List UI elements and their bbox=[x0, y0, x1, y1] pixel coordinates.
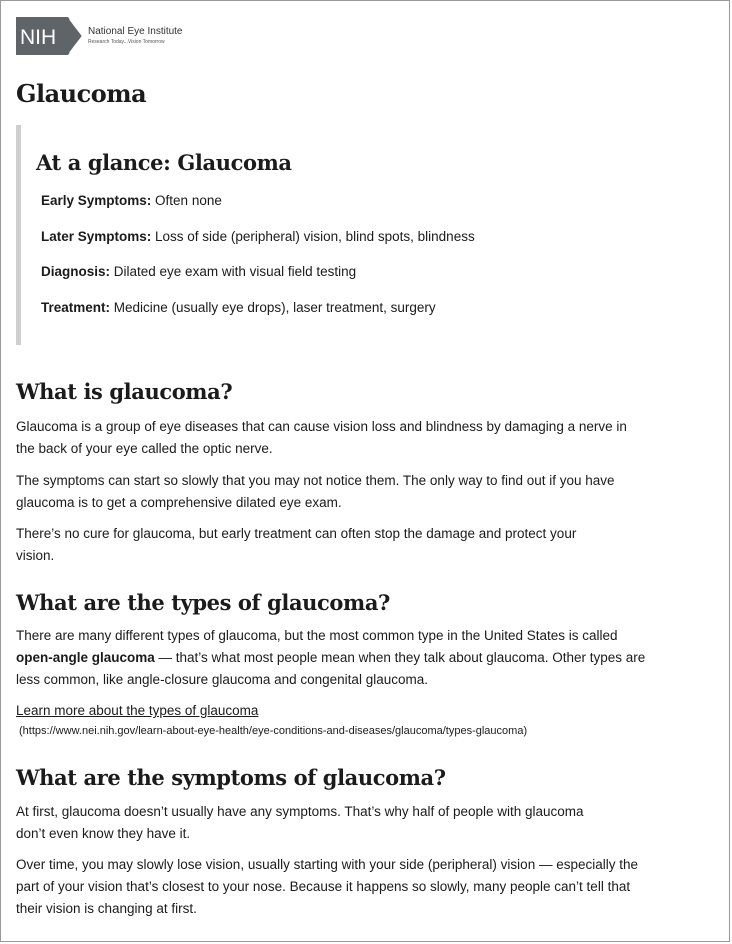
logo-text: NIH bbox=[20, 26, 57, 49]
types-paragraph: There are many different types of glaucoma, but the most common type in the United States is called open-angle glaucoma — that’s what most people mean when they talk about glaucoma. Other types are less common, like angle-closure glaucoma and congenital glaucoma. bbox=[16, 628, 646, 687]
what-is-paragraph-2: The symptoms can start so slowly that you may not notice them. The only way to find out if you have glaucoma is to get a comprehensive dilated eye exam. bbox=[16, 473, 615, 510]
glance-label: Early Symptoms: bbox=[41, 193, 152, 208]
glance-item-treatment bbox=[41, 298, 436, 318]
open-angle-term: open-angle glaucoma bbox=[16, 650, 155, 665]
what-is-paragraph-3: There’s no cure for glaucoma, but early treatment can often stop the damage and protect your vision. bbox=[16, 526, 577, 563]
symptoms-heading: What are the symptoms of glaucoma? bbox=[16, 765, 446, 790]
org-name: National Eye Institute bbox=[88, 26, 183, 37]
glance-value: Medicine (usually eye drops), laser treatment, surgery bbox=[110, 300, 436, 315]
glance-item-diagnosis bbox=[41, 262, 356, 282]
types-link-line bbox=[16, 700, 646, 722]
glance-label: Diagnosis: bbox=[41, 264, 111, 279]
glance-value: Loss of side (peripheral) vision, blind spots, blindness bbox=[151, 229, 475, 244]
nei-header bbox=[16, 15, 183, 57]
glance-item-later bbox=[41, 227, 475, 247]
types-heading: What are the types of glaucoma? bbox=[16, 590, 390, 615]
at-a-glance-box bbox=[16, 125, 636, 345]
glance-heading: At a glance: Glaucoma bbox=[36, 150, 292, 175]
glance-item-early bbox=[41, 191, 222, 211]
glance-label: Later Symptoms: bbox=[41, 229, 152, 244]
types-link-url: (https://www.nei.nih.gov/learn-about-eye-health/eye-conditions-and-diseases/glaucoma/types-glaucoma) bbox=[19, 725, 528, 737]
glance-label: Treatment: bbox=[41, 300, 111, 315]
types-learn-more-link[interactable]: Learn more about the types of glaucoma bbox=[16, 703, 259, 718]
page-title: Glaucoma bbox=[16, 79, 147, 108]
nih-logo-icon bbox=[16, 17, 82, 55]
symptoms-paragraph-2: Over time, you may slowly lose vision, usually starting with your side (peripheral) vision — especially the part of your vision that’s closest to your nose. Because it happens so slowly, many people can’t tell that their vision is changing at first. bbox=[16, 857, 638, 916]
what-is-heading: What is glaucoma? bbox=[16, 379, 233, 404]
glance-value: Often none bbox=[151, 193, 222, 208]
org-tagline: Research Today...Vision Tomorrow bbox=[88, 39, 165, 45]
glance-value: Dilated eye exam with visual field testing bbox=[110, 264, 357, 279]
symptoms-paragraph-1: At first, glaucoma doesn’t usually have any symptoms. That’s why half of people with glaucoma don’t even know they have it. bbox=[16, 804, 584, 841]
what-is-paragraph-1: Glaucoma is a group of eye diseases that can cause vision loss and blindness by damaging a nerve in the back of your eye called the optic nerve. bbox=[16, 419, 627, 456]
